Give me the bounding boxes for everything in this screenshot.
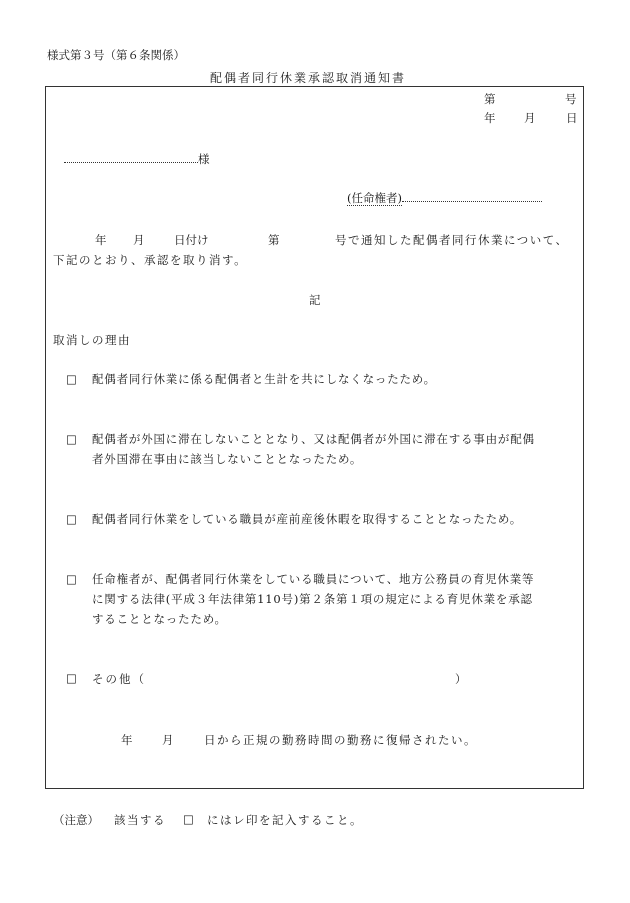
addressee-blank[interactable] — [64, 161, 198, 163]
reason-checkbox[interactable]: □ — [66, 372, 77, 386]
reason-text — [92, 369, 436, 389]
reason-line: することとなったため。 — [92, 612, 227, 626]
reasons-heading: 取消しの理由 — [53, 333, 131, 347]
other-close: ） — [455, 672, 467, 686]
reason-text — [92, 509, 522, 529]
body-line2: 下記のとおり、承認を取り消す。 — [53, 253, 248, 267]
ref-month: 月 — [524, 111, 536, 125]
issuer-line[interactable] — [347, 190, 542, 206]
note-text1: 該当する — [114, 813, 166, 827]
reason-line: 任命権者が、配偶者同行休業をしている職員について、地方公務員の育児休業等 — [92, 572, 535, 586]
ref-day: 日 — [566, 111, 578, 125]
reason-checkbox[interactable]: □ — [66, 572, 77, 586]
reason-line: 配偶者同行休業をしている職員が産前産後休暇を取得することとなったため。 — [92, 512, 523, 526]
other-input-area[interactable] — [150, 666, 450, 686]
return-year: 年 — [121, 733, 133, 747]
ref-no-prefix: 第 — [484, 92, 496, 106]
note-box: □ — [183, 812, 194, 826]
ref-year: 年 — [484, 111, 496, 125]
reason-line: 者外国滞在事由に該当しないこととなったため。 — [92, 452, 363, 466]
page-title: 配偶者同行休業承認取消通知書 — [210, 71, 407, 85]
reason-line: に関する法律(平成３年法律第110号)第２条第１項の規定による育児休業を承認 — [92, 592, 533, 606]
reason-checkbox[interactable]: □ — [66, 432, 77, 446]
reason-text — [92, 429, 535, 469]
return-tail: 日から正規の勤務時間の勤務に復帰されたい。 — [204, 733, 477, 747]
reason-checkbox[interactable]: □ — [66, 512, 77, 526]
issuer-label: (任命権者) — [347, 191, 402, 205]
note-label: （注意） — [53, 813, 99, 827]
reason-text — [92, 569, 534, 629]
note-text2: にはレ印を記入すること。 — [207, 813, 363, 827]
body-date-day: 日付け — [174, 233, 209, 247]
ki-heading: 記 — [309, 293, 321, 307]
reason-line: 配偶者同行休業に係る配偶者と生計を共にしなくなったため。 — [92, 372, 436, 386]
other-label: その他（ — [92, 672, 146, 686]
other-checkbox[interactable]: □ — [66, 671, 77, 685]
addressee-line[interactable] — [64, 151, 210, 167]
addressee-honorific: 様 — [198, 152, 210, 166]
reason-line: 配偶者が外国に滞在しないこととなり、又は配偶者が外国に滞在する事由が配偶 — [92, 432, 535, 446]
body-date-month: 月 — [133, 233, 145, 247]
issuer-blank[interactable] — [402, 200, 542, 202]
form-number: 様式第３号（第６条関係） — [47, 48, 185, 62]
body-line1-tail: 号で通知した配偶者同行休業について、 — [335, 233, 569, 247]
ref-no-suffix: 号 — [565, 92, 577, 106]
body-date-year: 年 — [95, 233, 107, 247]
body-no-prefix: 第 — [268, 233, 280, 247]
return-month: 月 — [162, 733, 174, 747]
